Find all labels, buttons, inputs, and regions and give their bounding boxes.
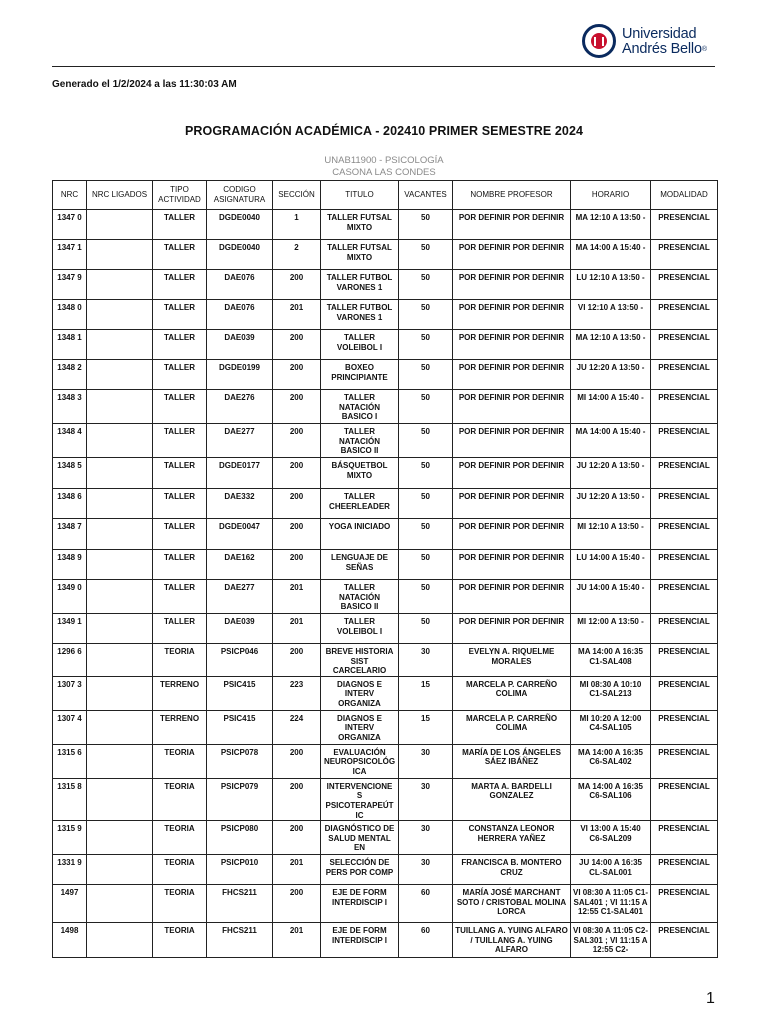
table-cell: TALLER FUTSAL MIXTO [321,210,399,240]
table-cell: JU 12:20 A 13:50 - [571,458,651,489]
table-cell: MARTA A. BARDELLI GONZALEZ [453,778,571,820]
table-cell: MI 08:30 A 10:10 C1-SAL213 [571,676,651,710]
table-cell: 200 [273,550,321,580]
table-cell: 30 [399,855,453,885]
table-cell: 50 [399,424,453,458]
table-cell: PRESENCIAL [651,519,718,550]
table-cell: PRESENCIAL [651,550,718,580]
table-cell: TALLER NATACIÓN BASICO I [321,390,399,424]
table-cell [87,580,153,614]
table-cell: VI 13:00 A 15:40 C6-SAL209 [571,821,651,855]
table-cell: DAE277 [207,580,273,614]
table-cell: 1331 9 [53,855,87,885]
generated-timestamp: Generado el 1/2/2024 a las 11:30:03 AM [52,79,237,90]
table-cell: FRANCISCA B. MONTERO CRUZ [453,855,571,885]
table-cell: MI 10:20 A 12:00 C4-SAL105 [571,710,651,744]
table-cell [87,390,153,424]
table-cell: DAE039 [207,614,273,644]
table-cell: BREVE HISTORIA SIST CARCELARIO [321,644,399,677]
table-cell: 50 [399,519,453,550]
table-row [53,744,718,778]
table-cell: 200 [273,390,321,424]
table-cell: 201 [273,923,321,958]
table-cell: PRESENCIAL [651,330,718,360]
table-cell: 50 [399,489,453,519]
table-cell: CONSTANZA LEONOR HERRERA YAÑEZ [453,821,571,855]
table-cell: POR DEFINIR POR DEFINIR [453,360,571,390]
table-cell: MA 12:10 A 13:50 - [571,210,651,240]
campus-subtitle: CASONA LAS CONDES [332,167,436,178]
table-cell: PRESENCIAL [651,644,718,677]
table-cell [87,360,153,390]
table-cell: 1348 7 [53,519,87,550]
table-cell [87,923,153,958]
table-cell: TALLER NATACIÓN BASICO II [321,424,399,458]
table-cell: 201 [273,300,321,330]
table-cell: DAE332 [207,489,273,519]
table-cell: MARCELA P. CARREÑO COLIMA [453,676,571,710]
table-row [53,614,718,644]
table-cell: VI 08:30 A 11:05 C1-SAL401 ; VI 11:15 A 12:55 C1-SAL401 [571,885,651,923]
table-cell: TALLER [153,360,207,390]
table-cell [87,550,153,580]
table-cell: PRESENCIAL [651,710,718,744]
page-title: PROGRAMACIÓN ACADÉMICA - 202410 PRIMER SEMESTRE 2024 [184,124,584,138]
table-cell: TALLER [153,390,207,424]
table-cell: JU 12:20 A 13:50 - [571,489,651,519]
table-cell: SELECCIÓN DE PERS POR COMP [321,855,399,885]
table-cell: 200 [273,778,321,820]
table-cell: TEORIA [153,744,207,778]
table-cell [87,210,153,240]
table-cell: TALLER [153,519,207,550]
table-cell: 201 [273,580,321,614]
table-cell: MA 14:00 A 16:35 C1-SAL408 [571,644,651,677]
table-cell: 1349 1 [53,614,87,644]
table-cell: 200 [273,360,321,390]
table-row [53,424,718,458]
table-cell [87,458,153,489]
table-cell [87,300,153,330]
logo-line1: Universidad [622,26,697,42]
table-cell: POR DEFINIR POR DEFINIR [453,550,571,580]
table-cell: 50 [399,614,453,644]
table-row [53,519,718,550]
table-cell: POR DEFINIR POR DEFINIR [453,300,571,330]
table-cell: DIAGNÓSTICO DE SALUD MENTAL EN [321,821,399,855]
table-header-row [53,181,718,210]
table-cell: FHCS211 [207,923,273,958]
table-cell: EJE DE FORM INTERDISCIP I [321,885,399,923]
table-cell: TALLER NATACIÓN BASICO II [321,580,399,614]
table-cell: PRESENCIAL [651,360,718,390]
table-cell: PRESENCIAL [651,210,718,240]
table-cell: MA 14:00 A 15:40 - [571,424,651,458]
table-cell: PSICP079 [207,778,273,820]
table-cell: PRESENCIAL [651,424,718,458]
table-cell: 200 [273,458,321,489]
university-logo [582,24,722,62]
table-cell: 1347 0 [53,210,87,240]
table-row [53,210,718,240]
table-row [53,580,718,614]
column-header: TIPO ACTIVIDAD [153,181,207,210]
table-cell: 30 [399,821,453,855]
column-header: HORARIO [571,181,651,210]
table-cell: DGDE0047 [207,519,273,550]
table-cell: DIAGNOS E INTERV ORGANIZA [321,676,399,710]
table-cell [87,644,153,677]
table-cell: TALLER [153,580,207,614]
table-cell: 50 [399,580,453,614]
table-cell: PSICP010 [207,855,273,885]
table-cell: BOXEO PRINCIPIANTE [321,360,399,390]
table-cell: MI 12:10 A 13:50 - [571,519,651,550]
table-row [53,550,718,580]
table-cell: POR DEFINIR POR DEFINIR [453,330,571,360]
table-cell: MA 14:00 A 16:35 C6-SAL106 [571,778,651,820]
table-cell: MARÍA DE LOS ÁNGELES SÁEZ IBÁÑEZ [453,744,571,778]
table-cell: MA 14:00 A 16:35 C6-SAL402 [571,744,651,778]
table-cell: PSIC415 [207,676,273,710]
table-cell: PRESENCIAL [651,821,718,855]
table-cell: 50 [399,330,453,360]
table-cell: POR DEFINIR POR DEFINIR [453,270,571,300]
table-cell: BÁSQUETBOL MIXTO [321,458,399,489]
table-cell [87,821,153,855]
table-cell: 2 [273,240,321,270]
table-cell: TALLER VOLEIBOL I [321,330,399,360]
table-cell: 1348 2 [53,360,87,390]
table-row [53,644,718,677]
table-cell: 50 [399,390,453,424]
table-cell: PRESENCIAL [651,580,718,614]
table-cell: 50 [399,360,453,390]
table-cell: MI 14:00 A 15:40 - [571,390,651,424]
table-cell: 50 [399,240,453,270]
table-cell: PRESENCIAL [651,744,718,778]
table-cell: PRESENCIAL [651,300,718,330]
table-cell: PRESENCIAL [651,390,718,424]
table-cell [87,519,153,550]
table-cell: 1307 4 [53,710,87,744]
table-cell: TALLER VOLEIBOL I [321,614,399,644]
table-cell: 1347 1 [53,240,87,270]
table-cell: LU 14:00 A 15:40 - [571,550,651,580]
table-row [53,489,718,519]
table-cell: 1497 [53,885,87,923]
column-header: MODALIDAD [651,181,718,210]
table-cell: 15 [399,710,453,744]
table-cell: DGDE0040 [207,240,273,270]
table-cell: TALLER [153,424,207,458]
table-cell: 1296 6 [53,644,87,677]
logo-registered-mark: ® [701,46,707,53]
table-cell: TALLER [153,458,207,489]
table-cell: DAE277 [207,424,273,458]
table-cell: MA 14:00 A 15:40 - [571,240,651,270]
table-cell: 201 [273,855,321,885]
table-cell: POR DEFINIR POR DEFINIR [453,210,571,240]
table-cell: TALLER FUTBOL VARONES 1 [321,300,399,330]
table-cell: PSICP046 [207,644,273,677]
table-cell: MA 12:10 A 13:50 - [571,330,651,360]
table-row [53,458,718,489]
table-cell: TALLER [153,270,207,300]
table-cell: 50 [399,458,453,489]
table-cell: 1 [273,210,321,240]
table-cell: POR DEFINIR POR DEFINIR [453,424,571,458]
table-cell: PRESENCIAL [651,240,718,270]
table-cell: 1498 [53,923,87,958]
table-cell: 200 [273,885,321,923]
table-cell: EVALUACIÓN NEUROPSICOLÓG ICA [321,744,399,778]
table-cell: POR DEFINIR POR DEFINIR [453,390,571,424]
table-cell: 1347 9 [53,270,87,300]
table-cell: LU 12:10 A 13:50 - [571,270,651,300]
table-cell: 200 [273,821,321,855]
column-header: SECCIÓN [273,181,321,210]
table-cell: POR DEFINIR POR DEFINIR [453,519,571,550]
table-cell: 1307 3 [53,676,87,710]
table-cell [87,855,153,885]
table-cell: 1348 5 [53,458,87,489]
table-cell: TALLER CHEERLEADER [321,489,399,519]
table-cell: PRESENCIAL [651,489,718,519]
table-row [53,676,718,710]
table-cell: 60 [399,923,453,958]
table-cell: LENGUAJE DE SEÑAS [321,550,399,580]
table-cell [87,676,153,710]
table-cell: TALLER [153,489,207,519]
table-cell: DAE076 [207,270,273,300]
table-cell: PRESENCIAL [651,270,718,300]
table-cell [87,778,153,820]
table-cell: PRESENCIAL [651,676,718,710]
table-cell: 1348 6 [53,489,87,519]
table-cell: TEORIA [153,778,207,820]
table-cell: TERRENO [153,676,207,710]
table-cell: 200 [273,644,321,677]
table-cell: 1315 6 [53,744,87,778]
table-cell: INTERVENCIONE S PSICOTERAPEÚT IC [321,778,399,820]
table-cell: 200 [273,330,321,360]
table-cell: 223 [273,676,321,710]
table-cell: 1348 0 [53,300,87,330]
table-cell: PRESENCIAL [651,778,718,820]
table-cell: POR DEFINIR POR DEFINIR [453,489,571,519]
table-cell: DGDE0177 [207,458,273,489]
table-cell: 15 [399,676,453,710]
table-cell: JU 14:00 A 15:40 - [571,580,651,614]
table-cell: 50 [399,300,453,330]
table-cell: PRESENCIAL [651,885,718,923]
table-cell: JU 12:20 A 13:50 - [571,360,651,390]
table-cell: DAE276 [207,390,273,424]
table-cell: 224 [273,710,321,744]
table-cell: VI 12:10 A 13:50 - [571,300,651,330]
table-cell [87,710,153,744]
table-cell: TALLER [153,330,207,360]
table-cell: FHCS211 [207,885,273,923]
column-header: NRC LIGADOS [87,181,153,210]
table-cell: TALLER FUTSAL MIXTO [321,240,399,270]
table-row [53,923,718,958]
table-cell [87,330,153,360]
table-cell: 201 [273,614,321,644]
table-row [53,360,718,390]
table-cell: PRESENCIAL [651,855,718,885]
table-cell: JU 14:00 A 16:35 CL-SAL001 [571,855,651,885]
table-cell: TEORIA [153,821,207,855]
table-row [53,390,718,424]
table-cell: TEORIA [153,644,207,677]
table-cell: 60 [399,885,453,923]
table-cell: 1348 9 [53,550,87,580]
top-rule [52,66,715,67]
table-cell: DGDE0040 [207,210,273,240]
table-cell: 30 [399,744,453,778]
table-cell: 1315 9 [53,821,87,855]
table-row [53,710,718,744]
table-cell: DGDE0199 [207,360,273,390]
table-cell: POR DEFINIR POR DEFINIR [453,614,571,644]
table-cell: 50 [399,210,453,240]
table-cell [87,489,153,519]
table-cell: PRESENCIAL [651,458,718,489]
table-cell [87,885,153,923]
table-cell: TALLER [153,210,207,240]
table-cell: TERRENO [153,710,207,744]
table-cell: DAE039 [207,330,273,360]
table-cell: 50 [399,270,453,300]
table-cell: 50 [399,550,453,580]
table-cell: 200 [273,489,321,519]
table-cell: TALLER [153,240,207,270]
table-cell: 200 [273,424,321,458]
table-cell: MI 12:00 A 13:50 - [571,614,651,644]
column-header: NRC [53,181,87,210]
university-seal-icon [582,24,616,58]
table-cell [87,424,153,458]
table-row [53,300,718,330]
table-row [53,270,718,300]
table-cell: TEORIA [153,923,207,958]
table-cell: PSIC415 [207,710,273,744]
table-cell [87,744,153,778]
table-cell: TALLER [153,300,207,330]
column-header: NOMBRE PROFESOR [453,181,571,210]
table-cell: MARÍA JOSÉ MARCHANT SOTO / CRISTOBAL MOLINA LORCA [453,885,571,923]
table-cell: POR DEFINIR POR DEFINIR [453,240,571,270]
page-number: 1 [706,990,715,1007]
table-cell: POR DEFINIR POR DEFINIR [453,580,571,614]
table-cell: TALLER FUTBOL VARONES 1 [321,270,399,300]
table-row [53,821,718,855]
table-cell: PRESENCIAL [651,923,718,958]
table-cell: EJE DE FORM INTERDISCIP I [321,923,399,958]
column-header: VACANTES [399,181,453,210]
table-row [53,885,718,923]
schedule-table [52,180,718,958]
table-cell: 1348 1 [53,330,87,360]
table-cell: TALLER [153,614,207,644]
table-row [53,240,718,270]
table-cell: VI 08:30 A 11:05 C2-SAL301 ; VI 11:15 A 12:55 C2- [571,923,651,958]
table-cell: 1349 0 [53,580,87,614]
table-cell: TEORIA [153,885,207,923]
table-cell: TEORIA [153,855,207,885]
table-cell: 1315 8 [53,778,87,820]
table-cell: 200 [273,744,321,778]
table-cell: TALLER [153,550,207,580]
table-cell: PSICP078 [207,744,273,778]
table-cell: TUILLANG A. YUING ALFARO / TUILLANG A. YUING ALFARO [453,923,571,958]
table-cell: DIAGNOS E INTERV ORGANIZA [321,710,399,744]
table-cell [87,270,153,300]
table-cell [87,614,153,644]
table-cell: PRESENCIAL [651,614,718,644]
table-cell: 1348 4 [53,424,87,458]
table-cell [87,240,153,270]
column-header: CODIGO ASIGNATURA [207,181,273,210]
logo-line2: Andrés Bello® [622,41,707,57]
table-cell: 1348 3 [53,390,87,424]
program-subtitle: UNAB11900 - PSICOLOGÍA [324,155,444,166]
table-cell: PSICP080 [207,821,273,855]
table-cell: 200 [273,270,321,300]
table-cell: 200 [273,519,321,550]
table-cell: MARCELA P. CARREÑO COLIMA [453,710,571,744]
table-row [53,778,718,820]
column-header: TITULO [321,181,399,210]
table-cell: 30 [399,644,453,677]
table-cell: DAE076 [207,300,273,330]
table-cell: POR DEFINIR POR DEFINIR [453,458,571,489]
table-row [53,330,718,360]
table-cell: EVELYN A. RIQUELME MORALES [453,644,571,677]
table-cell: 30 [399,778,453,820]
table-cell: DAE162 [207,550,273,580]
table-cell: YOGA INICIADO [321,519,399,550]
table-row [53,855,718,885]
